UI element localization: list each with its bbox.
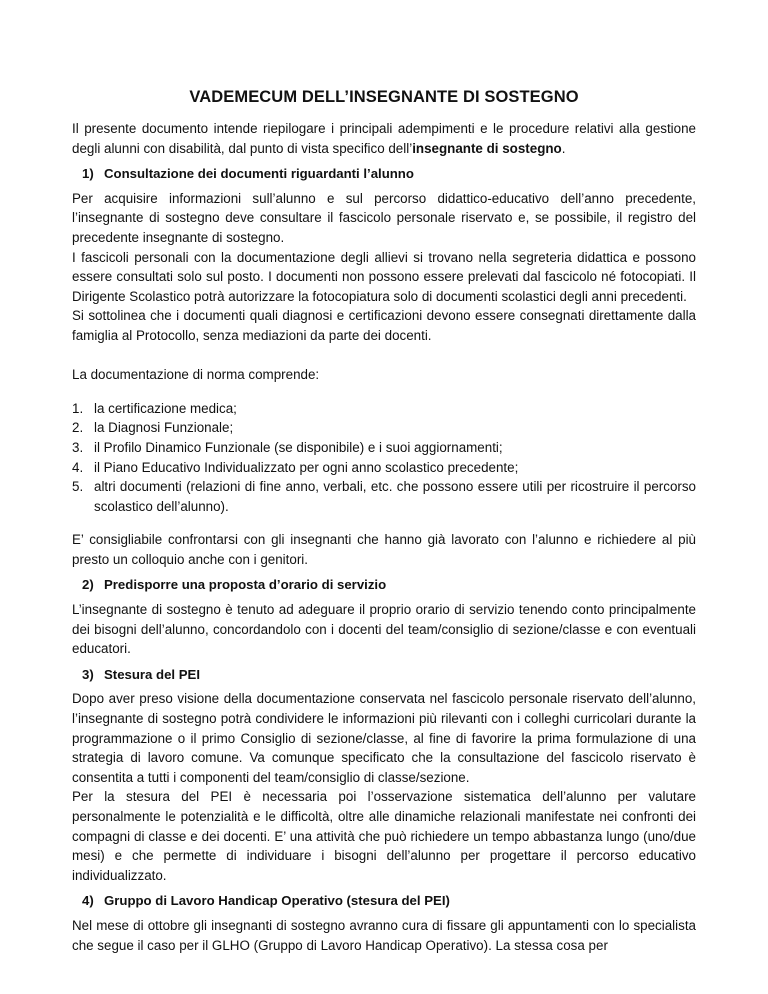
list-item: 1. la certificazione medica; xyxy=(72,400,237,416)
section-1-closing: E’ consigliabile confrontarsi con gli insegnanti che hanno già lavorato con l’alunno e richiedere al più presto un colloquio anche con i genitori. xyxy=(72,532,696,567)
section-3-paragraph: Dopo aver preso visione della documentazione conservata nel fascicolo personale riservato dell’alunno, l’insegnante di sostegno potrà condividere le informazioni più rilevanti con i colleghi curricolari durante la programmazione o il primo Consiglio di sezione/classe, al fine di favorire la prima formulazione di una strategia di lavoro comune. Va comunque specificato che la consultazione del fascicolo riservato è consentita a tutti i componenti del team/consiglio di classe/sezione. xyxy=(72,691,696,785)
section-3-paragraph: Per la stesura del PEI è necessaria poi l’osservazione sistematica dell’alunno per valutare personalmente le potenzialità e le difficoltà, oltre alle dinamiche relazionali manifestate nei confronti dei compagni di classe e dei docenti. E’ una attività che può richiedere un tempo abbastanza lungo (uno/due mesi) e che permette di individuare i bisogni dell’alunno per progettare il percorso educativo individualizzato. xyxy=(72,789,696,883)
section-2-paragraph: L’insegnante di sostegno è tenuto ad adeguare il proprio orario di servizio tenendo conto principalmente dei bisogni dell’alunno, concordandolo con i docenti del team/consiglio di sezione/classe e con eventuali educatori. xyxy=(72,602,696,657)
section-2-heading: 2) Predisporre una proposta d’orario di servizio xyxy=(82,577,387,593)
intro-bold: insegnante di sostegno xyxy=(412,140,562,156)
section-4-heading: 4) Gruppo di Lavoro Handicap Operativo (stesura del PEI) xyxy=(82,893,450,909)
section-4-paragraph: Nel mese di ottobre gli insegnanti di sostegno avranno cura di fissare gli appuntamenti con lo specialista che segue il caso per il GLHO (Gruppo di Lavoro Handicap Operativo). La stessa cosa per xyxy=(72,917,696,953)
list-item: 2. la Diagnosi Funzionale; xyxy=(72,420,234,436)
document-title: VADEMECUM DELL’INSEGNANTE DI SOSTEGNO xyxy=(189,88,579,106)
list-intro: La documentazione di norma comprende: xyxy=(72,367,320,383)
section-3-heading: 3) Stesura del PEI xyxy=(82,666,201,682)
list-item: 5. altri documenti (relazioni di fine anno, verbali, etc. che possono essere utili per ricostruire il percorso scolastico dell’alunno). xyxy=(72,479,696,514)
section-1-paragraph: I fascicoli personali con la documentazione degli allievi si trovano nella segreteria didattica e possono essere consultati solo sul posto. I documenti non possono essere prelevati dal fascicolo né fotocopiati. Il Dirigente Scolastico potrà autorizzare la fotocopiatura solo di documenti scolastici degli anni precedenti. xyxy=(72,249,696,304)
section-1-heading: 1) Consultazione dei documenti riguardanti l’alunno xyxy=(82,166,414,182)
list-item: 4. il Piano Educativo Individualizzato per ogni anno scolastico precedente; xyxy=(72,459,519,475)
section-1-paragraph: Per acquisire informazioni sull’alunno e sul percorso didattico-educativo dell’anno precedente, l’insegnante di sostegno deve consultare il fascicolo personale riservato e, se possibile, il registro del precedente insegnante di sostegno. xyxy=(72,190,696,245)
section-1-paragraph: Si sottolinea che i documenti quali diagnosi e certificazioni devono essere consegnati direttamente dalla famiglia al Protocollo, senza mediazioni da parte dei docenti. xyxy=(72,308,696,343)
list-item: 3. il Profilo Dinamico Funzionale (se disponibile) e i suoi aggiornamenti; xyxy=(72,439,503,455)
intro-paragraph: Il presente documento intende riepilogare i principali adempimenti e le procedure relativi alla gestione degli alunni con disabilità, dal punto di vista specifico dell’insegnante di sostegno. xyxy=(72,121,696,156)
documentation-list xyxy=(72,399,696,517)
